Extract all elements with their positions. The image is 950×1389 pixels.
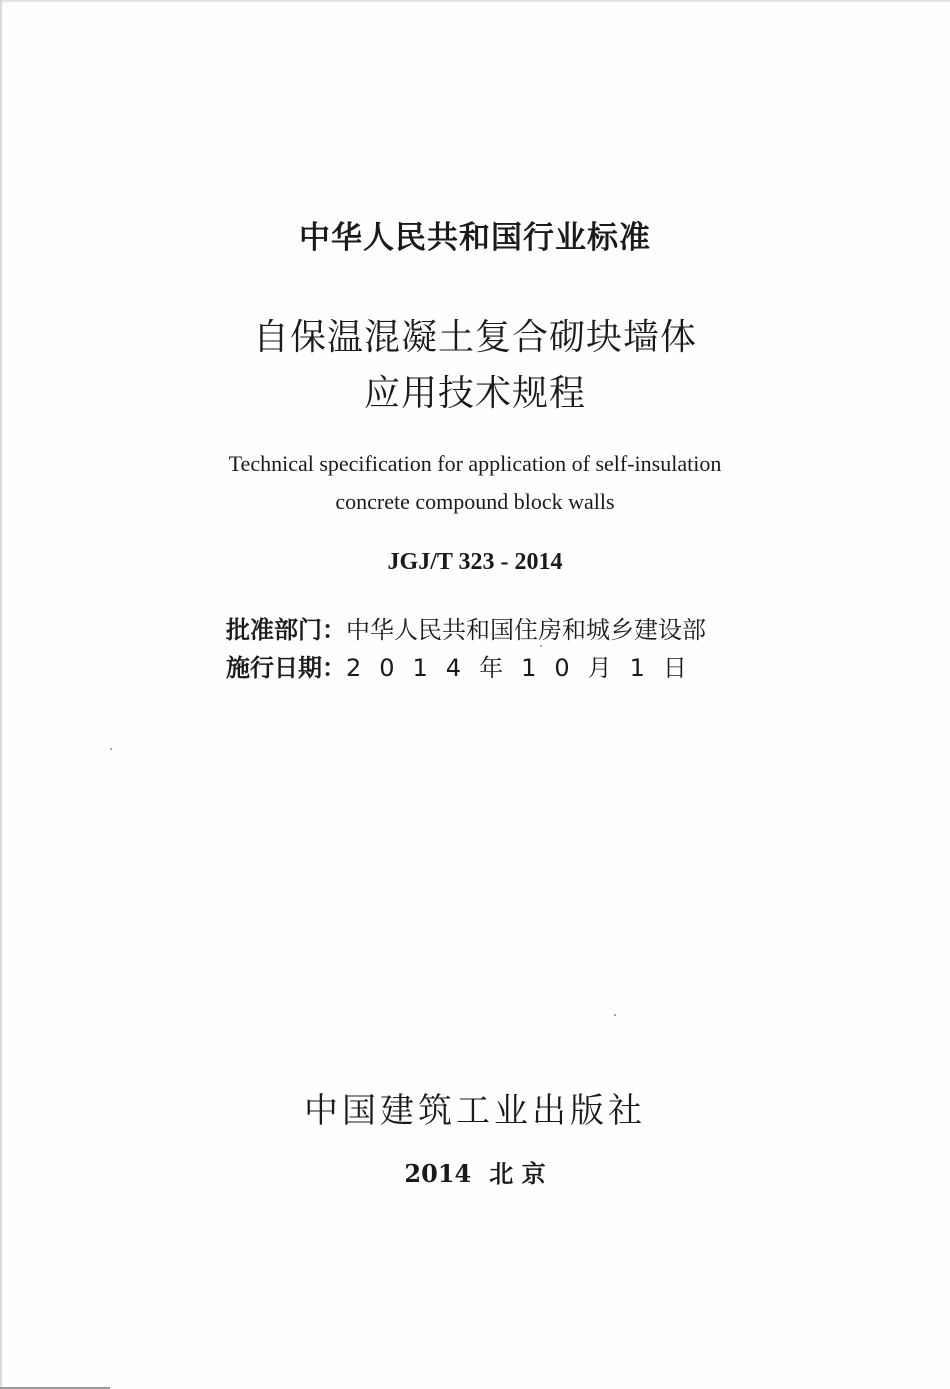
scan-speck xyxy=(614,1014,616,1016)
approval-value: 中华人民共和国住房和城乡建设部 xyxy=(346,616,706,644)
scan-speck xyxy=(540,645,542,647)
title-chinese-line-2: 应用技术规程 xyxy=(363,373,586,414)
effective-date-line xyxy=(226,648,826,683)
effective-date-label: 施行日期： xyxy=(226,654,346,682)
approval-label: 批准部门： xyxy=(226,616,346,644)
standard-category: 中华人民共和国行业标准 xyxy=(299,220,651,256)
scan-speck xyxy=(110,748,112,750)
publication-year: 2014 xyxy=(404,1159,472,1188)
effective-date-value: 2014年10月1日 xyxy=(346,654,705,682)
title-english-line-1: Technical specification for application of self-insulation xyxy=(228,451,722,476)
title-english-line-2: concrete compound block walls xyxy=(335,489,615,514)
publisher-name: 中国建筑工业出版社 xyxy=(304,1091,646,1131)
scan-edge xyxy=(0,0,950,3)
approval-line xyxy=(226,610,826,645)
title-chinese-line-1: 自保温混凝土复合砌块墙体 xyxy=(252,317,697,358)
publication-city: 北 京 xyxy=(489,1159,546,1188)
publication-place xyxy=(0,1154,950,1189)
standard-number: JGJ/T 323 - 2014 xyxy=(387,549,563,575)
